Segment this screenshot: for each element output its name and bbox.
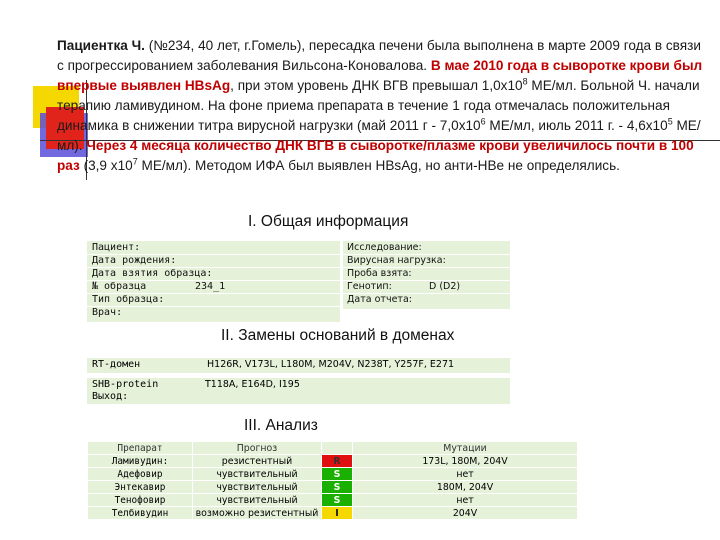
sensitivity-symbol: S <box>322 481 353 494</box>
sample-type-field: Тип образца: <box>92 294 165 305</box>
birth-date-field: Дата рождения: <box>92 255 177 266</box>
drug-name: Энтекавир <box>88 481 193 494</box>
analysis-table <box>87 441 578 520</box>
genotype-label: Генотип: <box>347 281 392 292</box>
drug-name: Телбивудин <box>88 507 193 520</box>
viral-load-field: Вирусная нагрузка: <box>347 255 446 266</box>
header-prognosis: Прогноз <box>193 442 322 455</box>
sample-number-label: № образца <box>92 281 147 292</box>
patient-description: Пациентка Ч. (№234, 40 лет, г.Гомель), пересадка печени была выполнена в марте 2009 года в связи с прогрессированием заболевания Вильсона-Коновалова. В мае 2010 года в сыворотке крови был впервые выявлен HBsAg, при этом уровень ДНК ВГВ превышал $1,0х10^8$ МЕ/мл. Больной Ч. начали терапию ламивудином. На фоне приема препарата в течение 1 года отмечалась положительная динамика в снижении титра вирусной нагрузки (май 2011 г - $7,0х10^6$ МЕ/мл, июль 2011 г. - $4,6х10^5$ МЕ/мл). Через 4 месяца количество ДНК ВГВ в сыворотке/плазме крови увеличилось почти в 100 раз (3,9 $х10^7$ МЕ/мл). Методом ИФА был выявлен HBsAg, но анти-HBe не определялись. <box>57 38 703 173</box>
prognosis: резистентный <box>193 455 322 468</box>
table-row <box>88 455 578 468</box>
table-row <box>88 494 578 507</box>
highlight-increase: Через 4 месяца количество ДНК ВГВ в сыворотке/плазме крови увеличилось почти в 100 раз <box>57 138 694 173</box>
general-info-right-box <box>343 241 510 309</box>
mutations: 204V <box>353 507 578 520</box>
patient-label: Пациентка Ч. <box>57 38 145 53</box>
prognosis: возможно резистентный <box>193 507 322 520</box>
exit-label: Выход: <box>92 391 129 402</box>
mutations: 173L, 180M, 204V <box>353 455 578 468</box>
section-general-info-title: I. Общая информация <box>248 213 409 230</box>
resistance-symbol: R <box>322 455 353 468</box>
drug-name: Адефовир <box>88 468 193 481</box>
rt-domain-value: H126R, V173L, L180M, M204V, N238T, Y257F, E271 <box>207 359 455 370</box>
sample-number-value: 234_1 <box>195 281 226 292</box>
sample-taken-field: Проба взята: <box>347 268 412 279</box>
prognosis: чувствительный <box>193 481 322 494</box>
header-symbol-blank <box>322 442 353 455</box>
header-drug: Препарат <box>88 442 193 455</box>
section-analysis-title: III. Анализ <box>244 417 318 434</box>
table-row <box>88 468 578 481</box>
table-row <box>88 507 578 520</box>
header-mutations: Мутации <box>353 442 578 455</box>
sample-date-field: Дата взятия образца: <box>92 268 213 279</box>
mutations: 180M, 204V <box>353 481 578 494</box>
prognosis: чувствительный <box>193 468 322 481</box>
study-field: Исследование: <box>347 242 422 253</box>
drug-name: Ламивудин: <box>88 455 193 468</box>
intermediate-symbol: I <box>322 507 353 520</box>
drug-name: Тенофовир <box>88 494 193 507</box>
rt-domain-label: RT-домен <box>92 359 141 370</box>
mutations: нет <box>353 494 578 507</box>
genotype-value: D (D2) <box>429 281 461 292</box>
rt-domain-row <box>87 358 510 373</box>
patient-field: Пациент: <box>92 242 141 253</box>
shb-protein-value: T118A, E164D, I195 <box>205 379 300 390</box>
sensitivity-symbol: S <box>322 468 353 481</box>
highlight-first-detection: В мае 2010 года в сыворотке крови был впервые выявлен HBsAg <box>57 58 703 93</box>
report-date-field: Дата отчета: <box>347 294 412 305</box>
section-substitutions-title: II. Замены оснований в доменах <box>221 327 455 344</box>
doctor-field: Врач: <box>92 307 123 318</box>
table-row <box>88 481 578 494</box>
general-info-left-box <box>87 241 340 322</box>
sensitivity-symbol: S <box>322 494 353 507</box>
shb-protein-label: SHB-protein <box>92 379 159 390</box>
analysis-header-row <box>88 442 578 455</box>
prognosis: чувствительный <box>193 494 322 507</box>
shb-protein-row <box>87 378 510 404</box>
mutations: нет <box>353 468 578 481</box>
